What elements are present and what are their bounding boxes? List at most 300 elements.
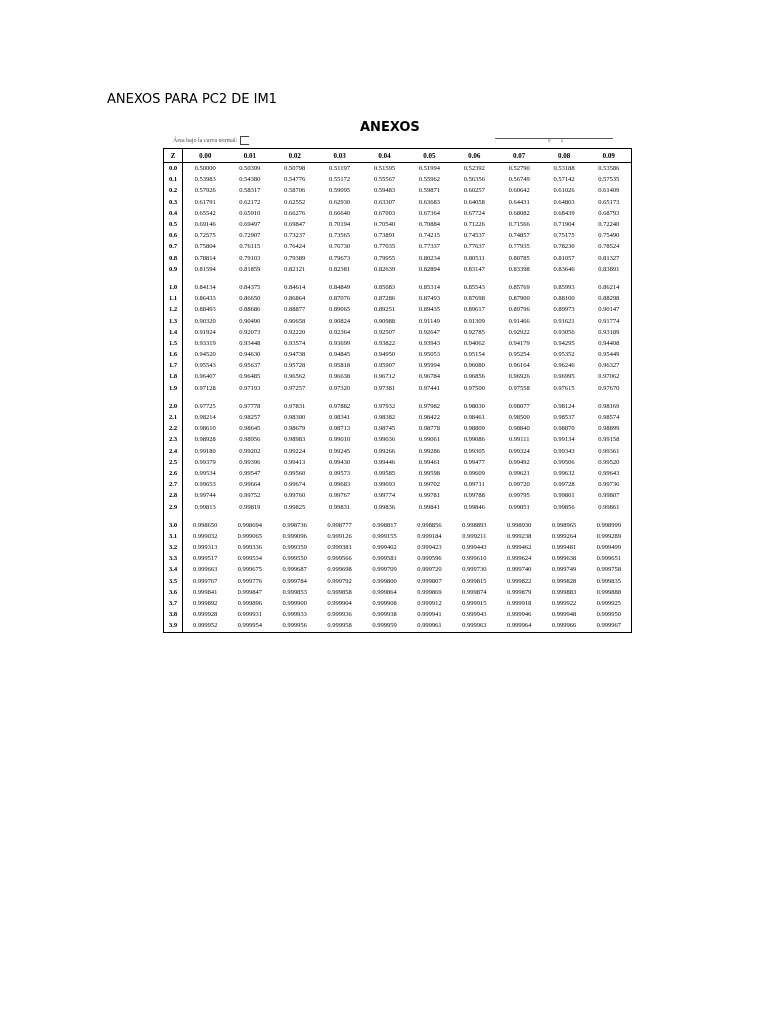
probability-cell: 0.99801: [553, 492, 575, 500]
probability-cell: 0.80511: [463, 254, 485, 262]
probability-cell: 0.999784: [282, 577, 307, 585]
probability-cell: 0.99202: [239, 447, 261, 455]
probability-cell: 0.97778: [239, 402, 261, 410]
probability-cell: 0.999912: [417, 600, 442, 608]
probability-cell: 0.999922: [551, 600, 577, 608]
z-value-cell: 1.5: [164, 338, 183, 349]
probability-cell: 0.999931: [237, 611, 263, 619]
table-row: [164, 587, 632, 598]
probability-cell: 0.60257: [463, 187, 485, 195]
z-value-cell: 3.7: [164, 598, 183, 609]
probability-cell: 0.57142: [553, 176, 575, 184]
table-row: [164, 542, 632, 553]
table-title: ANEXOS: [360, 120, 420, 135]
probability-cell: 0.999956: [282, 622, 307, 630]
probability-cell: 0.61409: [598, 187, 620, 195]
probability-cell: 0.78230: [553, 243, 575, 251]
probability-cell: 0.999698: [327, 566, 352, 574]
probability-cell: 0.99506: [553, 458, 575, 466]
probability-cell: 0.999596: [417, 555, 442, 563]
probability-cell: 0.52392: [463, 165, 485, 173]
probability-cell: 0.99674: [284, 481, 306, 489]
probability-cell: 0.99664: [239, 481, 261, 489]
probability-cell: 0.79955: [373, 254, 396, 262]
z-value-cell: 2.9: [164, 501, 183, 512]
table-row: [164, 457, 632, 468]
probability-cell: 0.999874: [462, 588, 487, 596]
probability-cell: 0.96784: [418, 373, 440, 381]
probability-cell: 0.99653: [194, 481, 216, 489]
probability-cell: 0.999730: [462, 566, 487, 574]
probability-cell: 0.998930: [506, 521, 532, 529]
probability-cell: 0.99266: [373, 447, 396, 455]
z-value-cell: 2.2: [164, 423, 183, 434]
probability-cell: 0.98341: [329, 414, 351, 422]
probability-cell: 0.95637: [239, 362, 261, 370]
table-row: [164, 490, 632, 501]
probability-cell: 0.99774: [373, 492, 396, 500]
column-header: 0.09: [587, 149, 632, 163]
probability-cell: 0.999847: [237, 588, 263, 596]
probability-cell: 0.999915: [462, 600, 487, 608]
table-row: [164, 609, 632, 620]
probability-cell: 0.71566: [508, 221, 530, 229]
z-value-cell: 0.1: [164, 174, 183, 185]
probability-cell: 0.998856: [417, 521, 442, 529]
probability-cell: 0.97882: [329, 402, 351, 410]
probability-cell: 0.99180: [194, 447, 216, 455]
probability-cell: 0.82639: [373, 265, 396, 273]
z-value-cell: 2.7: [164, 479, 183, 490]
probability-cell: 0.99736: [598, 481, 620, 489]
probability-cell: 0.76115: [239, 243, 261, 251]
table-row: [164, 208, 632, 219]
z-value-cell: 3.2: [164, 542, 183, 553]
probability-cell: 0.56356: [463, 176, 485, 184]
probability-cell: 0.81327: [598, 254, 620, 262]
probability-cell: 0.999566: [327, 555, 352, 563]
probability-cell: 0.96485: [239, 373, 261, 381]
probability-cell: 0.82381: [329, 265, 351, 273]
probability-cell: 0.99585: [373, 469, 396, 477]
probability-cell: 0.73237: [284, 232, 306, 240]
probability-cell: 0.999155: [372, 532, 397, 540]
probability-cell: 0.77935: [508, 243, 530, 251]
probability-cell: 0.93319: [194, 339, 216, 347]
table-row: [164, 423, 632, 434]
probability-cell: 0.99573: [329, 469, 351, 477]
probability-cell: 0.99036: [373, 436, 396, 444]
probability-cell: 0.99711: [463, 481, 485, 489]
z-value-cell: 1.4: [164, 327, 183, 338]
probability-cell: 0.96856: [463, 373, 485, 381]
probability-cell: 0.99861: [598, 503, 620, 511]
probability-cell: 0.999499: [596, 544, 621, 552]
column-header: 0.00: [183, 149, 228, 163]
probability-cell: 0.97441: [418, 384, 440, 392]
table-row: [164, 531, 632, 542]
probability-cell: 0.98077: [508, 402, 530, 410]
probability-cell: 0.99846: [463, 503, 485, 511]
probability-cell: 0.999822: [506, 577, 532, 585]
probability-cell: 0.999624: [506, 555, 532, 563]
column-header: 0.04: [362, 149, 407, 163]
probability-cell: 0.999961: [417, 622, 442, 630]
probability-cell: 0.58317: [239, 187, 261, 195]
probability-cell: 0.95053: [418, 351, 440, 359]
probability-cell: 0.99752: [239, 492, 261, 500]
probability-cell: 0.999967: [596, 622, 621, 630]
probability-cell: 0.67003: [373, 209, 396, 217]
table-header-row: [164, 149, 632, 163]
probability-cell: 0.99819: [239, 503, 261, 511]
z-value-cell: 1.7: [164, 360, 183, 371]
probability-cell: 0.65542: [194, 209, 216, 217]
probability-cell: 0.96080: [463, 362, 485, 370]
probability-cell: 0.999638: [551, 555, 577, 563]
probability-cell: 0.97193: [239, 384, 261, 392]
probability-cell: 0.999462: [506, 544, 532, 552]
probability-cell: 0.90824: [329, 317, 351, 325]
probability-cell: 0.94062: [463, 339, 485, 347]
probability-cell: 0.99807: [598, 492, 620, 500]
probability-cell: 0.999807: [417, 577, 442, 585]
probability-cell: 0.68793: [598, 209, 620, 217]
z-value-cell: 1.2: [164, 304, 183, 315]
probability-cell: 0.999313: [193, 544, 218, 552]
probability-cell: 0.87076: [329, 295, 351, 303]
probability-cell: 0.999758: [596, 566, 621, 574]
probability-cell: 0.99477: [463, 458, 485, 466]
probability-cell: 0.96926: [508, 373, 530, 381]
probability-cell: 0.97128: [194, 384, 216, 392]
probability-cell: 0.96164: [508, 362, 530, 370]
probability-cell: 0.95352: [553, 351, 575, 359]
probability-cell: 0.94520: [194, 351, 216, 359]
probability-cell: 0.99379: [194, 458, 216, 466]
table-row: [164, 434, 632, 445]
table-row: [164, 230, 632, 241]
probability-cell: 0.999941: [417, 611, 442, 619]
probability-cell: 0.88100: [553, 295, 575, 303]
probability-cell: 0.999651: [596, 555, 621, 563]
normal-table-figure: [163, 120, 632, 666]
probability-cell: 0.79389: [284, 254, 306, 262]
probability-cell: 0.99632: [553, 469, 575, 477]
probability-cell: 0.99061: [418, 436, 440, 444]
probability-cell: 0.999963: [462, 622, 487, 630]
probability-cell: 0.98928: [194, 436, 216, 444]
probability-cell: 0.83891: [598, 265, 620, 273]
probability-cell: 0.99534: [194, 469, 216, 477]
probability-cell: 0.90320: [194, 317, 216, 325]
probability-cell: 0.999835: [596, 577, 621, 585]
probability-cell: 0.65173: [598, 198, 620, 206]
probability-cell: 0.999946: [506, 611, 532, 619]
z-value-cell: 1.0: [164, 282, 183, 293]
probability-cell: 0.98500: [508, 414, 530, 422]
probability-cell: 0.98645: [239, 425, 261, 433]
probability-cell: 0.92220: [284, 328, 306, 336]
probability-cell: 0.998817: [372, 521, 397, 529]
probability-cell: 0.76730: [329, 243, 351, 251]
z-value-cell: 0.6: [164, 230, 183, 241]
spacer-cell: [164, 275, 183, 282]
curve-axis-line: [495, 138, 613, 139]
probability-cell: 0.98870: [553, 425, 575, 433]
table-row: [164, 598, 632, 609]
probability-cell: 0.98030: [463, 402, 485, 410]
probability-cell: 0.97320: [329, 384, 351, 392]
probability-cell: 0.80785: [508, 254, 530, 262]
probability-cell: 0.85993: [553, 283, 575, 291]
probability-cell: 0.999687: [282, 566, 307, 574]
probability-cell: 0.999550: [282, 555, 307, 563]
probability-cell: 0.86433: [194, 295, 216, 303]
probability-cell: 0.71226: [463, 221, 485, 229]
probability-cell: 0.999675: [237, 566, 263, 574]
probability-cell: 0.999402: [372, 544, 397, 552]
z-value-cell: 3.1: [164, 531, 183, 542]
probability-cell: 0.62552: [284, 198, 306, 206]
probability-cell: 0.999948: [551, 611, 577, 619]
probability-cell: 0.999918: [506, 600, 532, 608]
probability-cell: 0.999853: [282, 588, 307, 596]
probability-cell: 0.72907: [239, 232, 261, 240]
probability-cell: 0.91466: [508, 317, 530, 325]
probability-cell: 0.999126: [327, 532, 352, 540]
probability-cell: 0.92785: [463, 328, 485, 336]
z-value-cell: 0.4: [164, 208, 183, 219]
z-value-cell: 1.6: [164, 349, 183, 360]
probability-cell: 0.93943: [418, 339, 440, 347]
probability-cell: 0.95818: [329, 362, 351, 370]
probability-cell: 0.96712: [373, 373, 396, 381]
probability-cell: 0.95254: [508, 351, 530, 359]
probability-cell: 0.62930: [329, 198, 351, 206]
probability-cell: 0.63307: [373, 198, 396, 206]
probability-cell: 0.99728: [553, 481, 575, 489]
probability-cell: 0.69497: [239, 221, 261, 229]
probability-cell: 0.998965: [551, 521, 577, 529]
probability-cell: 0.94295: [553, 339, 575, 347]
probability-cell: 0.999964: [506, 622, 532, 630]
probability-cell: 0.99111: [508, 436, 530, 444]
spacer-cell: [183, 275, 632, 282]
document-heading: ANEXOS PARA PC2 DE IM1: [107, 92, 277, 107]
column-header: 0.06: [452, 149, 497, 163]
table-row: [164, 468, 632, 479]
probability-cell: 0.98809: [463, 425, 485, 433]
probability-cell: 0.999896: [237, 600, 263, 608]
probability-cell: 0.88298: [598, 295, 620, 303]
probability-cell: 0.86864: [284, 295, 306, 303]
probability-cell: 0.91309: [463, 317, 485, 325]
z-value-cell: 2.0: [164, 401, 183, 412]
probability-cell: 0.80234: [418, 254, 440, 262]
probability-cell: 0.999534: [237, 555, 263, 563]
axis-label-z: z: [561, 139, 564, 144]
probability-cell: 0.999663: [193, 566, 218, 574]
table-row: [164, 576, 632, 587]
probability-cell: 0.81859: [239, 265, 261, 273]
probability-cell: 0.99520: [598, 458, 620, 466]
probability-cell: 0.98983: [284, 436, 306, 444]
table-row: [164, 241, 632, 252]
z-value-cell: 3.4: [164, 564, 183, 575]
probability-cell: 0.99598: [418, 469, 440, 477]
probability-cell: 0.999336: [237, 544, 263, 552]
probability-cell: 0.999749: [551, 566, 577, 574]
probability-cell: 0.87900: [508, 295, 530, 303]
probability-cell: 0.89617: [463, 306, 485, 314]
probability-cell: 0.999381: [327, 544, 352, 552]
table-row: [164, 479, 632, 490]
z-value-cell: 2.8: [164, 490, 183, 501]
probability-cell: 0.999869: [417, 588, 442, 596]
probability-cell: 0.999925: [596, 600, 621, 608]
probability-cell: 0.999954: [237, 622, 263, 630]
probability-cell: 0.90490: [239, 317, 261, 325]
z-value-cell: 0.8: [164, 253, 183, 264]
probability-cell: 0.98169: [598, 402, 620, 410]
probability-cell: 0.999928: [193, 611, 218, 619]
probability-cell: 0.99767: [329, 492, 351, 500]
probability-cell: 0.73565: [329, 232, 351, 240]
probability-cell: 0.94630: [239, 351, 261, 359]
probability-cell: 0.73891: [373, 232, 396, 240]
probability-cell: 0.99324: [508, 447, 530, 455]
table-row: [164, 253, 632, 264]
probability-cell: 0.96995: [553, 373, 575, 381]
probability-cell: 0.95907: [373, 362, 396, 370]
probability-cell: 0.99134: [553, 436, 575, 444]
probability-cell: 0.99396: [239, 458, 261, 466]
probability-cell: 0.72575: [194, 232, 216, 240]
probability-cell: 0.93056: [553, 328, 575, 336]
probability-cell: 0.53983: [194, 176, 216, 184]
probability-cell: 0.99343: [553, 447, 575, 455]
probability-cell: 0.999776: [237, 577, 263, 585]
column-header: 0.01: [227, 149, 272, 163]
probability-cell: 0.998777: [327, 521, 352, 529]
z-value-cell: 1.1: [164, 293, 183, 304]
probability-cell: 0.79103: [239, 254, 261, 262]
table-row: [164, 327, 632, 338]
probability-cell: 0.99492: [508, 458, 530, 466]
probability-cell: 0.999792: [327, 577, 352, 585]
probability-cell: 0.99825: [284, 503, 306, 511]
probability-cell: 0.97831: [284, 402, 306, 410]
probability-cell: 0.84375: [239, 283, 261, 291]
table-row: [164, 219, 632, 230]
probability-cell: 0.63683: [418, 198, 440, 206]
probability-cell: 0.89796: [508, 306, 530, 314]
probability-cell: 0.97500: [463, 384, 485, 392]
table-row: [164, 383, 632, 394]
probability-cell: 0.999581: [372, 555, 397, 563]
probability-cell: 0.56749: [508, 176, 530, 184]
probability-cell: 0.999238: [506, 532, 532, 540]
probability-cell: 0.99702: [418, 481, 440, 489]
probability-cell: 0.99621: [508, 469, 530, 477]
probability-cell: 0.91774: [598, 317, 620, 325]
probability-cell: 0.85769: [508, 283, 530, 291]
probability-cell: 0.99158: [598, 436, 620, 444]
probability-cell: 0.50000: [194, 165, 216, 173]
probability-cell: 0.99430: [329, 458, 351, 466]
table-row: [164, 264, 632, 275]
z-value-cell: 3.5: [164, 576, 183, 587]
probability-cell: 0.998999: [596, 521, 621, 529]
probability-cell: 0.999841: [193, 588, 218, 596]
probability-cell: 0.99010: [329, 436, 351, 444]
probability-cell: 0.70884: [418, 221, 440, 229]
probability-cell: 0.64803: [553, 198, 575, 206]
probability-cell: 0.999950: [596, 611, 621, 619]
probability-cell: 0.79673: [329, 254, 351, 262]
table-row: [164, 185, 632, 196]
probability-cell: 0.77637: [463, 243, 485, 251]
probability-cell: 0.97381: [373, 384, 396, 392]
probability-cell: 0.95154: [463, 351, 485, 359]
probability-cell: 0.93189: [598, 328, 620, 336]
probability-cell: 0.999959: [372, 622, 397, 630]
probability-cell: 0.75175: [553, 232, 575, 240]
probability-cell: 0.84614: [284, 283, 306, 291]
probability-cell: 0.99446: [373, 458, 396, 466]
bracket-icon: [240, 136, 249, 145]
table-row: [164, 412, 632, 423]
probability-cell: 0.95543: [194, 362, 216, 370]
probability-cell: 0.98679: [284, 425, 306, 433]
area-note-text: Área bajo la curva normal:: [173, 137, 238, 144]
probability-cell: 0.71904: [553, 221, 575, 229]
probability-cell: 0.74215: [418, 232, 440, 240]
probability-cell: 0.57926: [194, 187, 216, 195]
probability-cell: 0.999740: [506, 566, 532, 574]
probability-cell: 0.99836: [373, 503, 396, 511]
table-row: [164, 446, 632, 457]
probability-cell: 0.59095: [329, 187, 351, 195]
table-row: [164, 163, 632, 175]
probability-cell: 0.99547: [239, 469, 261, 477]
probability-cell: 0.95728: [284, 362, 306, 370]
probability-cell: 0.98382: [373, 414, 396, 422]
probability-cell: 0.81594: [194, 265, 216, 273]
probability-cell: 0.89065: [329, 306, 351, 314]
probability-cell: 0.96246: [553, 362, 575, 370]
probability-cell: 0.999481: [551, 544, 577, 552]
probability-cell: 0.94408: [598, 339, 620, 347]
z-value-cell: 3.0: [164, 520, 183, 531]
probability-cell: 0.93822: [373, 339, 396, 347]
probability-cell: 0.96638: [329, 373, 351, 381]
table-row: [164, 501, 632, 512]
probability-cell: 0.75804: [194, 243, 216, 251]
probability-cell: 0.95994: [418, 362, 440, 370]
probability-cell: 0.87698: [463, 295, 485, 303]
probability-cell: 0.72240: [598, 221, 620, 229]
probability-cell: 0.85314: [418, 283, 440, 291]
probability-cell: 0.998694: [237, 521, 263, 529]
probability-cell: 0.99841: [418, 503, 440, 511]
probability-cell: 0.998736: [282, 521, 307, 529]
group-spacer: [164, 275, 632, 282]
probability-cell: 0.54380: [239, 176, 261, 184]
probability-cell: 0.999904: [327, 600, 352, 608]
probability-cell: 0.99461: [418, 458, 440, 466]
